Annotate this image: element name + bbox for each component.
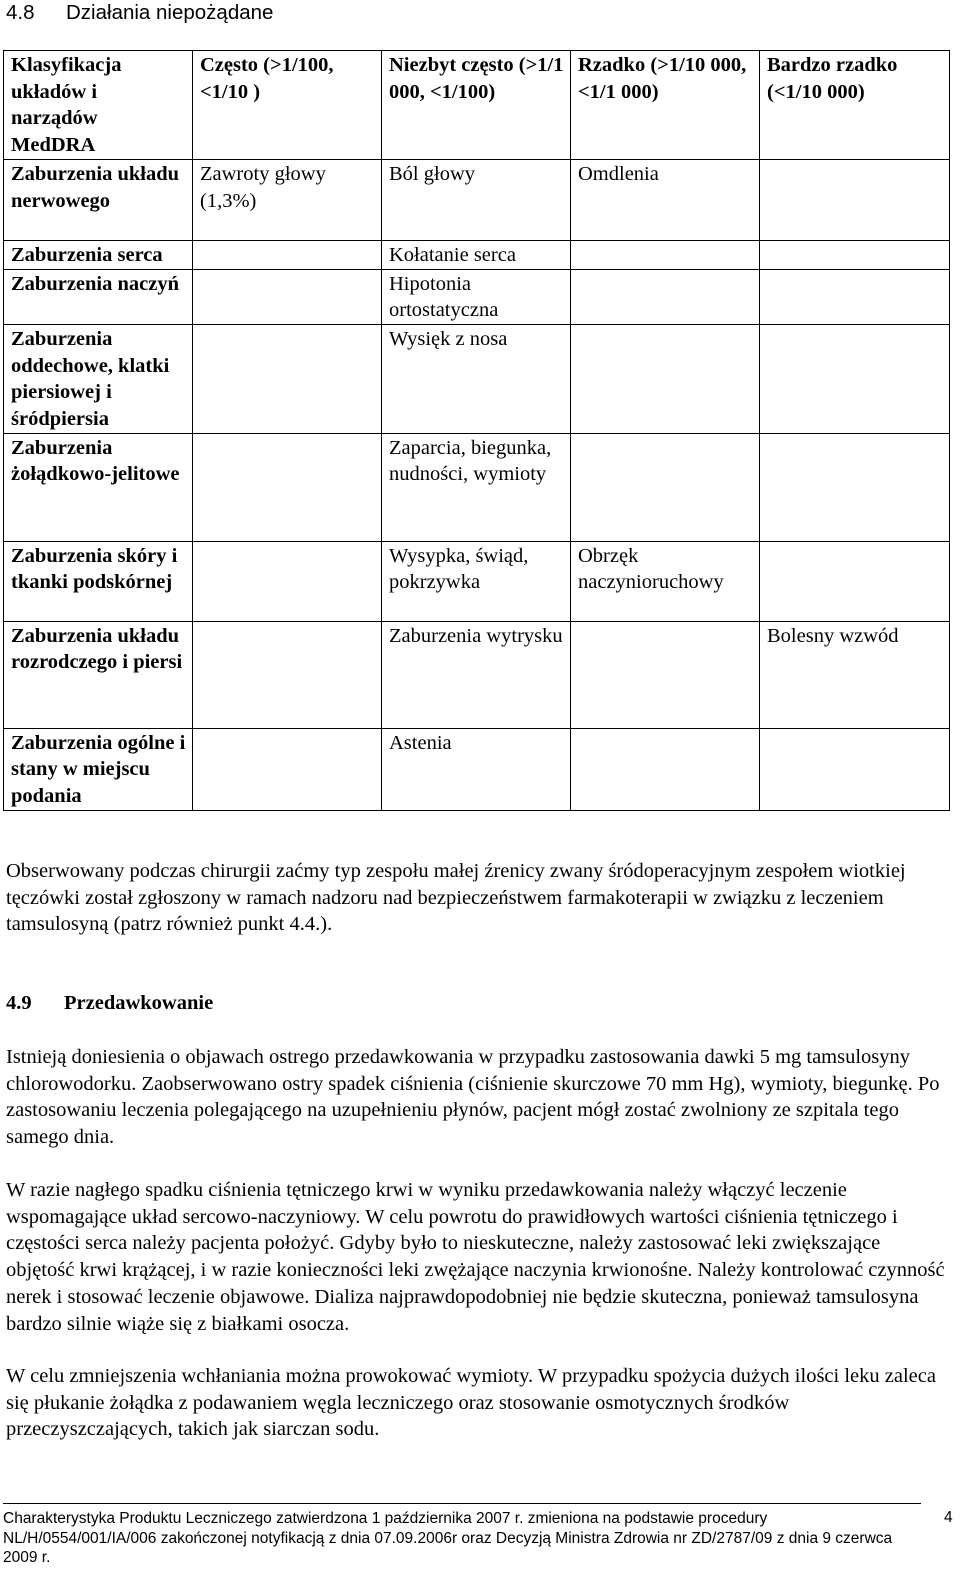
table-cell: Kołatanie serca <box>382 240 571 269</box>
table-cell <box>760 541 950 621</box>
system-class-cell: Zaburzenia naczyń <box>4 269 193 324</box>
table-cell <box>193 728 382 810</box>
table-cell <box>193 621 382 728</box>
table-header-row <box>4 51 950 160</box>
table-row <box>4 541 950 621</box>
header-common: Często (>1/100,<1/10 ) <box>193 51 382 160</box>
system-class-cell: Zaburzenia skóry i tkanki podskórnej <box>4 541 193 621</box>
section-4-9-heading <box>6 990 213 1017</box>
system-class-cell: Zaburzenia układu rozrodczego i piersi <box>4 621 193 728</box>
section-title: Działania niepożądane <box>66 1 274 24</box>
table-cell: Wysypka, świąd, pokrzywka <box>382 541 571 621</box>
table-cell: Zaburzenia wytrysku <box>382 621 571 728</box>
table-cell <box>760 324 950 433</box>
system-class-cell: Zaburzenia układu nerwowego <box>4 159 193 240</box>
table-cell: Omdlenia <box>571 159 760 240</box>
table-cell <box>571 728 760 810</box>
table-cell <box>571 433 760 541</box>
table-cell <box>571 324 760 433</box>
table-cell <box>760 728 950 810</box>
table-cell: Hipotonia ortostatyczna <box>382 269 571 324</box>
table-cell <box>760 433 950 541</box>
table-cell <box>193 324 382 433</box>
section-number: 4.9 <box>6 992 32 1014</box>
table-cell <box>193 240 382 269</box>
section-4-8-heading <box>6 0 273 26</box>
header-system-class: Klasyfikacja układów i narządów MedDRA <box>4 51 193 160</box>
system-class-cell: Zaburzenia serca <box>4 240 193 269</box>
page-number: 4 <box>944 1509 953 1526</box>
table-row <box>4 240 950 269</box>
section-number: 4.8 <box>6 1 35 24</box>
table-cell <box>571 240 760 269</box>
table-cell: Ból głowy <box>382 159 571 240</box>
table-row <box>4 269 950 324</box>
table-cell: Wysięk z nosa <box>382 324 571 433</box>
table-row <box>4 433 950 541</box>
system-class-cell: Zaburzenia ogólne i stany w miejscu podania <box>4 728 193 810</box>
table-row <box>4 159 950 240</box>
footer-divider <box>3 1503 921 1504</box>
table-row <box>4 324 950 433</box>
system-class-cell: Zaburzenia oddechowe, klatki piersiowej i śródpiersia <box>4 324 193 433</box>
table-cell <box>760 269 950 324</box>
header-rare: Rzadko (>1/10 000, <1/1 000) <box>571 51 760 160</box>
table-cell: Bolesny wzwód <box>760 621 950 728</box>
system-class-cell: Zaburzenia żołądkowo-jelitowe <box>4 433 193 541</box>
overdose-paragraph-1: Istnieją doniesienia o objawach ostrego przedawkowania w przypadku zastosowania dawki 5 mg tamsulosyny chlorowodorku. Zaobserwowano ostry spadek ciśnienia (ciśnienie skurczowe 70 mm Hg), wymioty, biegunkę. Po zastosowaniu leczenia polegającego na uzupełnieniu płynów, pacjent mógł zostać zwolniony ze szpitala tego samego dnia. <box>6 1046 940 1149</box>
overdose-paragraph-2: W razie nagłego spadku ciśnienia tętniczego krwi w wyniku przedawkowania należy włączyć leczenie wspomagające układ sercowo-naczyniowy. W celu powrotu do prawidłowych wartości ciśnienia tętniczego i częstości serca należy pacjenta położyć. Gdyby było to nieskuteczne, należy zastosować leki zwiększające objętość krwi krążącej, i w razie konieczności leki zwężające naczynia krwionośne. Należy kontrolować czynność nerek i stosować leczenie objawowe. Dializa najprawdopodobniej nie będzie skuteczna, ponieważ tamsulosyna bardzo silnie wiąże się z białkami osocza. <box>6 1179 945 1335</box>
header-uncommon: Niezbyt często (>1/1 000, <1/100) <box>382 51 571 160</box>
table-cell: Zawroty głowy (1,3%) <box>193 159 382 240</box>
adverse-reactions-table <box>3 50 950 811</box>
table-cell: Zaparcia, biegunka, nudności, wymioty <box>382 433 571 541</box>
table-row <box>4 621 950 728</box>
footer-text: Charakterystyka Produktu Leczniczego zatwierdzona 1 października 2007 r. zmieniona na podstawie procedury NL/H/0554/001/IA/006 zakończonej notyfikacją z dnia 07.09.2006r oraz Decyzją Ministra Zdrowia nr ZD/2787/09 z dnia 9 czerwca 2009 r. <box>3 1510 893 1566</box>
table-cell <box>193 541 382 621</box>
table-cell <box>193 269 382 324</box>
table-cell <box>193 433 382 541</box>
table-cell <box>760 159 950 240</box>
overdose-paragraph-3: W celu zmniejszenia wchłaniania można prowokować wymioty. W przypadku spożycia dużych ilości leku zaleca się płukanie żołądka z podawaniem węgla leczniczego oraz stosowanie osmotycznych środków przeczyszczających, takich jak siarczan sodu. <box>6 1365 936 1441</box>
table-cell: Astenia <box>382 728 571 810</box>
table-cell <box>760 240 950 269</box>
table-cell <box>571 269 760 324</box>
header-very-rare: Bardzo rzadko (<1/10 000) <box>760 51 950 160</box>
table-row <box>4 728 950 810</box>
table-cell <box>571 621 760 728</box>
table-cell: Obrzęk naczynioruchowy <box>571 541 760 621</box>
section-title: Przedawkowanie <box>64 992 214 1014</box>
ifis-paragraph: Obserwowany podczas chirurgii zaćmy typ zespołu małej źrenicy zwany śródoperacyjnym zespołem wiotkiej tęczówki został zgłoszony w ramach nadzoru nad bezpieczeństwem farmakoterapii w związku z leczeniem tamsulosyną (patrz również punkt 4.4.). <box>6 860 906 936</box>
